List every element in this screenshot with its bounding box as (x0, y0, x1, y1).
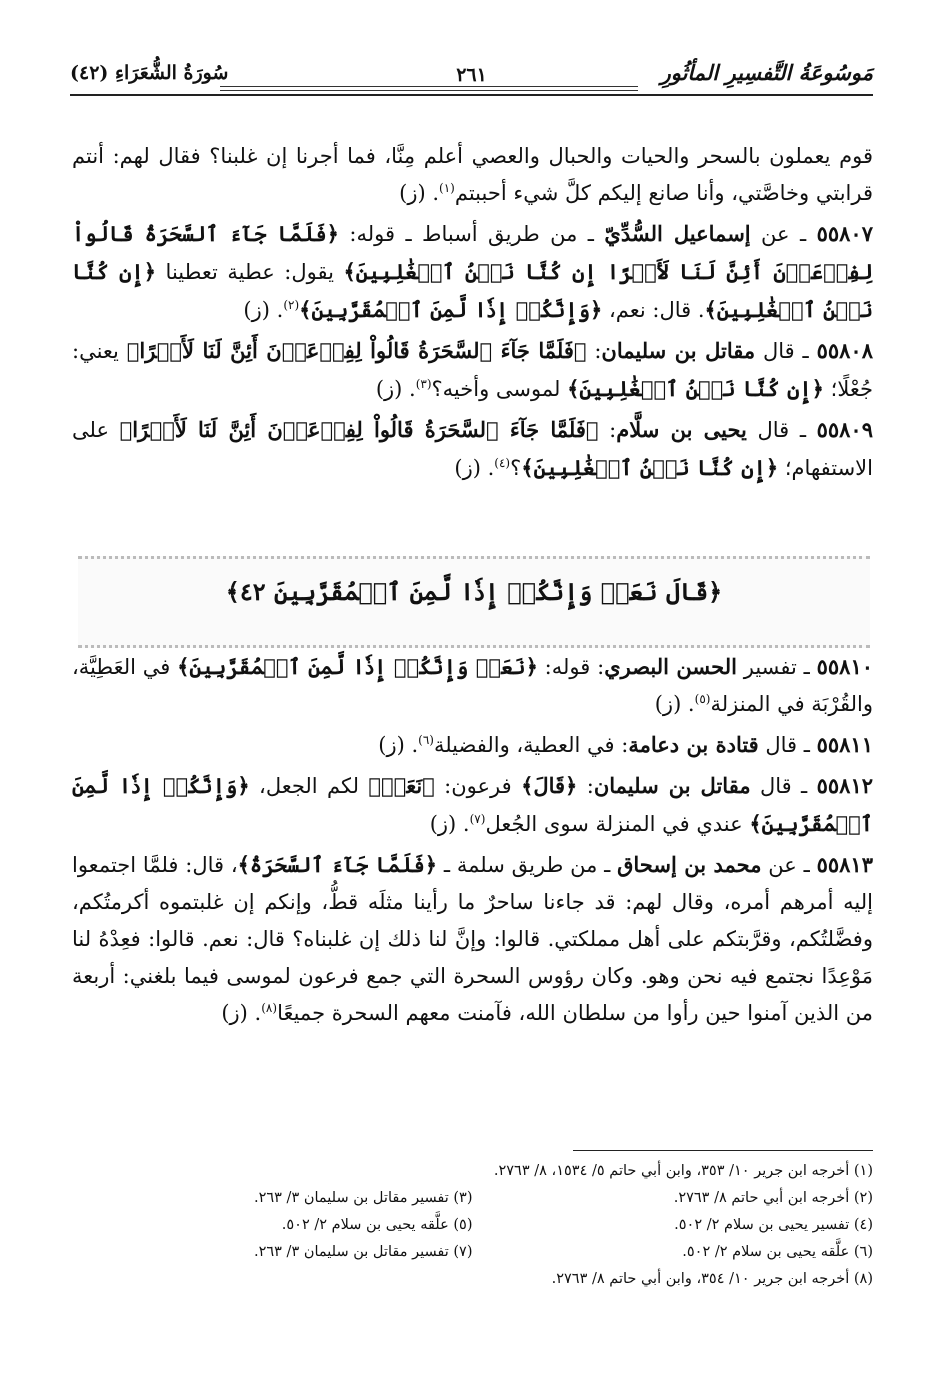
quran-quote: ﴿فَلَمَّا جَآءَ ٱلسَّحَرَةُ قَالُواْ لِفِرۡعَوۡنَ أَئِنَّ لَنَا لَأَجۡرًا إِن كُنَّا نَحۡنُ ٱلۡغَٰلِبِينَ﴾ (72, 221, 873, 284)
footnote-ref: (٧) (469, 812, 486, 826)
quran-quote: ﴿إِن كُنَّا نَحۡنُ ٱلۡغَٰلِبِينَ﴾ (521, 455, 779, 480)
paragraph: ٥٥٨١٠ ـ تفسير الحسن البصري: قوله: ﴿نَعَمۡ وَإِنَّكُمۡ إِذٗا لَّمِنَ ٱلۡمُقَرَّبِينَ﴾ في العَطِيَّة، والقُرْبَة في المنزلة$^{(٥)}$. (ز) (72, 654, 874, 716)
quran-quote: ﴿وَإِنَّكُمۡ إِذٗا لَّمِنَ ٱلۡمُقَرَّبِينَ﴾ (72, 773, 873, 836)
footnote-row (72, 1185, 873, 1212)
quran-quote: ﴿فَلَمَّا جَآءَ ٱلسَّحَرَةُ قَالُواْ لِفِرۡعَوۡنَ أَئِنَّ لَنَا لَأَجۡرًا﴾ (126, 338, 587, 363)
footnote: (٣) تفسير مقاتل بن سليمان ٣/ ٢٦٣. (253, 1190, 473, 1206)
entry-number: ٥٥٨١٢ (816, 773, 874, 798)
paragraph: ٥٥٨١١ ـ قال قتادة بن دعامة: في العطية، والفضيلة$^{(٦)}$. (ز) (378, 732, 873, 757)
verse-heading: ﴿قَالَ نَعَمۡ وَإِنَّكُمۡ إِذٗا لَّمِنَ ٱلۡمُقَرَّبِينَ ٤٢﴾ (225, 577, 723, 606)
book-title: مَوسُوعَةُ التَّفسِيرِ المأثُورِ (660, 60, 873, 85)
footnote-ref: (٣) (415, 377, 432, 391)
entry-number: ٥٥٨٠٧ (816, 221, 873, 246)
footnote: (٢) أخرجه ابن أبي حاتم ٨/ ٢٧٦٣. (673, 1190, 873, 1206)
footnote: (٤) تفسير يحيى بن سلام ٢/ ٥٠٢. (674, 1217, 873, 1233)
quran-quote: ﴿إِن كُنَّا نَحۡنُ ٱلۡغَٰلِبِينَ﴾ (567, 376, 824, 401)
footnote-ref: (٤) (494, 456, 511, 470)
page-header (70, 56, 873, 96)
footnote: (٧) تفسير مقاتل بن سليمان ٣/ ٢٦٣. (253, 1244, 473, 1260)
quran-quote: ﴿فَلَمَّا جَآءَ ٱلسَّحَرَةُ﴾ (237, 852, 438, 877)
footnote-ref: (٨) (261, 1001, 278, 1015)
paragraph: ٥٥٨١٢ ـ قال مقاتل بن سليمان: ﴿قَالَ﴾ فرعون: ﴿نَعَمۡ﴾ لكم الجعل، ﴿وَإِنَّكُمۡ إِذٗا لَّمِنَ ٱلۡمُقَرَّبِينَ﴾ عندي في المنزلة سوى الجُعل$^{(٧)}$. (ز) (72, 773, 874, 836)
footnote-ref: (١) (439, 181, 455, 195)
footnote-row (72, 1239, 873, 1266)
paragraph: ٥٥٨٠٨ ـ قال مقاتل بن سليمان: ﴿فَلَمَّا جَآءَ ٱلسَّحَرَةُ قَالُواْ لِفِرۡعَوۡنَ أَئِنَّ لَنَا لَأَجۡرًا﴾ يعني: جُعْلًا؛ ﴿إِن كُنَّا نَحۡنُ ٱلۡغَٰلِبِينَ﴾ لموسى وأخيه؟$^{(٣)}$. (ز) (72, 338, 873, 401)
header-ornament-line (220, 90, 638, 91)
narrator-name: إسماعيل السُّدِّيّ (604, 221, 751, 246)
footnote: (١) أخرجه ابن جرير ١٠/ ٣٥٣، وابن أبي حاتم ٥/ ١٥٣٤، ٨/ ٢٧٦٣. (493, 1163, 873, 1179)
footnote-divider (573, 1150, 873, 1151)
quran-quote: ﴿وَإِنَّكُمۡ إِذٗا لَّمِنَ ٱلۡمُقَرَّبِينَ﴾ (299, 297, 603, 322)
entry-number: ٥٥٨١٠ (816, 654, 874, 679)
entry-number: ٥٥٨١٣ (816, 852, 873, 877)
surah-name: سُورَةُ الشُّعَرَاءِ (٤٢) (70, 62, 229, 84)
verse-heading-box (78, 556, 870, 648)
main-text-top (72, 138, 873, 490)
quran-quote: ﴿فَلَمَّا جَآءَ ٱلسَّحَرَةُ قَالُواْ لِفِرۡعَوۡنَ أَئِنَّ لَنَا لَأَجۡرًا﴾ (119, 417, 599, 442)
narrator-name: محمد بن إسحاق (617, 852, 762, 877)
page-number: ٢٦١ (70, 64, 873, 86)
paragraph: ٥٥٨٠٩ ـ قال يحيى بن سلَّام: ﴿فَلَمَّا جَآءَ ٱلسَّحَرَةُ قَالُواْ لِفِرۡعَوۡنَ أَئِنَّ لَنَا لَأَجۡرًا﴾ على الاستفهام؛ ﴿إِن كُنَّا نَحۡنُ ٱلۡغَٰلِبِينَ﴾؟$^{(٤)}$. (ز) (72, 417, 873, 480)
paragraph: قوم يعملون بالسحر والحيات والحبال والعصي أعلم مِنَّا، فما أجرنا إن غلبنا؟ فقال لهم: أنتم قرابتي وخاصَّتي، وأنا صانع إليكم كلَّ شيء أحببتم$^{(١)}$. (ز) (72, 144, 873, 205)
entry-number: ٥٥٨٠٨ (816, 338, 873, 363)
footnote-row (72, 1212, 873, 1239)
main-text-bottom (72, 648, 873, 1035)
quran-quote: ﴿إِن كُنَّا نَحۡنُ ٱلۡغَٰلِبِينَ﴾ (72, 259, 873, 322)
narrator-name: الحسن البصري (604, 654, 737, 679)
header-ornament-line (220, 86, 638, 87)
header-divider (70, 94, 873, 96)
narrator-name: يحيى بن سلَّام (616, 417, 747, 442)
footnote-ref: (٥) (694, 692, 711, 706)
footnote: (٨) أخرجه ابن جرير ١٠/ ٣٥٤، وابن أبي حاتم ٨/ ٢٧٦٣. (551, 1271, 873, 1287)
paragraph: ٥٥٨١٣ ـ عن محمد بن إسحاق ـ من طريق سلمة ـ ﴿فَلَمَّا جَآءَ ٱلسَّحَرَةُ﴾، قال: فلمَّا اجتمعوا إليه أمرهم أمره، وقال لهم: قد جاءنا ساحرٌ ما رأينا مثلَه قطُّ، وإنكم إن غلبتموه أكرمتُكم، وفضَّلتُكم، وقرَّبتكم على أهل مملكتي. قالوا: وإنَّ لنا ذلك إن غلبناه؟ قال: نعم. قالوا: فعِدْهُ لنا مَوْعِدًا نجتمع فيه نحن وهو. وكان رؤوس السحرة التي جمع فرعون لموسى فيما بلغني: أربعة من الذين آمنوا حين رأوا من سلطان الله، فآمنت معهم السحرة جميعًا$^{(٨)}$. (ز) (72, 852, 873, 1025)
entry-number: ٥٥٨١١ (816, 732, 873, 757)
narrator-name: قتادة بن دعامة (628, 732, 759, 757)
narrator-name: مقاتل بن سليمان (593, 773, 751, 798)
footnotes (72, 1158, 873, 1293)
paragraph: ٥٥٨٠٧ ـ عن إسماعيل السُّدِّيّ ـ من طريق أسباط ـ قوله: ﴿فَلَمَّا جَآءَ ٱلسَّحَرَةُ قَالُواْ لِفِرۡعَوۡنَ أَئِنَّ لَنَا لَأَجۡرًا إِن كُنَّا نَحۡنُ ٱلۡغَٰلِبِينَ﴾ يقول: عطية تعطينا ﴿إِن كُنَّا نَحۡنُ ٱلۡغَٰلِبِينَ﴾. قال: نعم، ﴿وَإِنَّكُمۡ إِذٗا لَّمِنَ ٱلۡمُقَرَّبِينَ﴾$^{(٢)}$. (ز) (72, 221, 873, 322)
footnote-ref: (٢) (283, 298, 300, 312)
quran-quote: ﴿نَعَمۡ وَإِنَّكُمۡ إِذٗا لَّمِنَ ٱلۡمُقَرَّبِينَ﴾ (177, 654, 538, 679)
footnote: (٦) علَّقه يحيى بن سلام ٢/ ٥٠٢. (682, 1244, 873, 1260)
entry-number: ٥٥٨٠٩ (816, 417, 873, 442)
quran-quote: ﴿قَالَ﴾ (521, 773, 578, 798)
footnote-ref: (٦) (418, 733, 434, 747)
narrator-name: مقاتل بن سليمان (601, 338, 756, 363)
quran-quote: ﴿نَعَمۡ﴾ (368, 773, 435, 798)
footnote: (٥) علَّقه يحيى بن سلام ٢/ ٥٠٢. (281, 1217, 473, 1233)
